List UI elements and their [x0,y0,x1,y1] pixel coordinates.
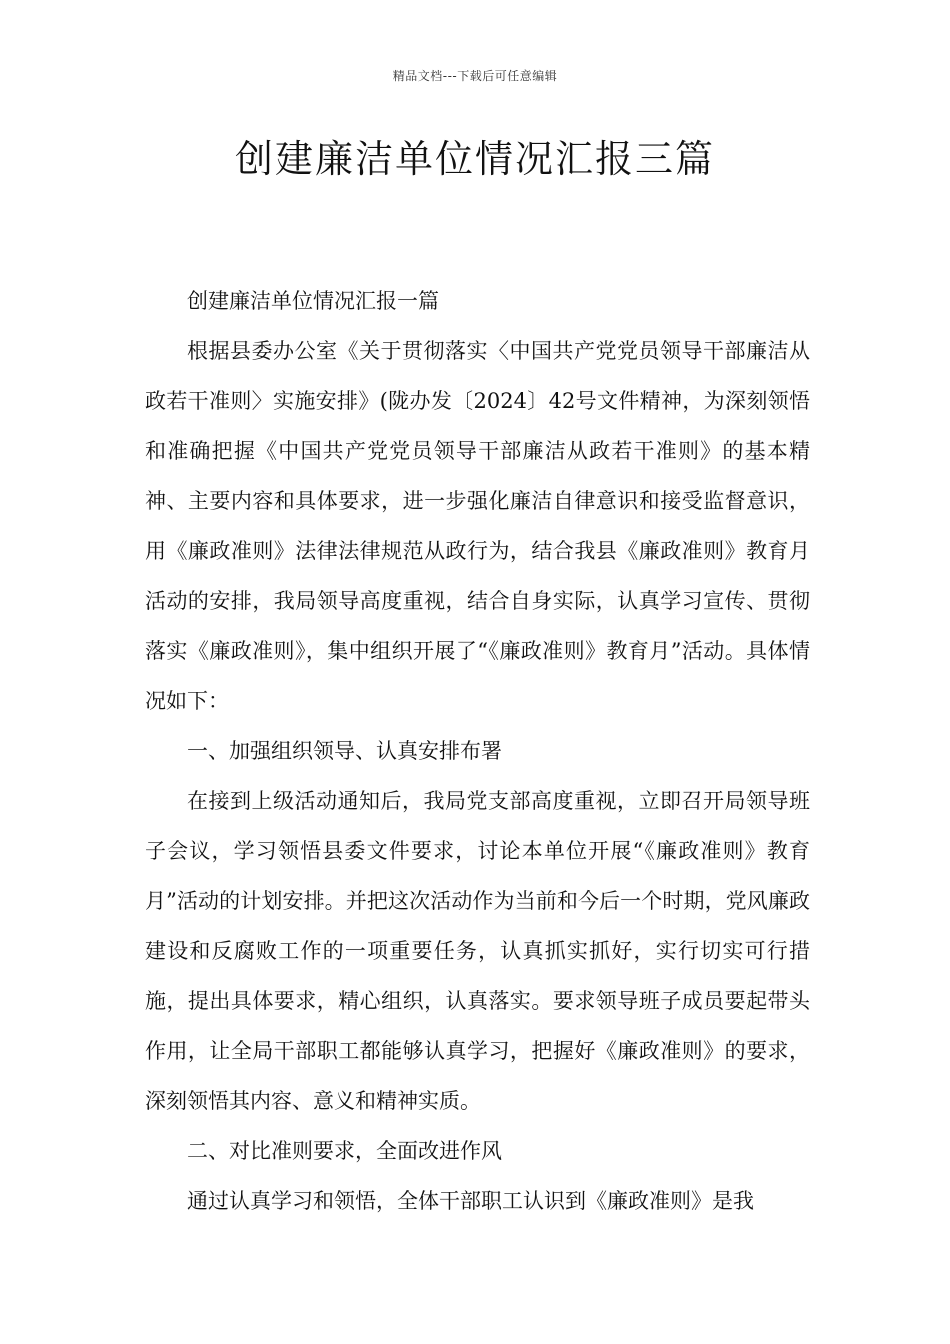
document-body [145,276,810,1226]
paragraph: 在接到上级活动通知后，我局党支部高度重视，立即召开局领导班子会议，学习领悟县委文件要求，讨论本单位开展“《廉政准则》教育月”活动的计划安排。并把这次活动作为当前和今后一个时期，党风廉政建设和反腐败工作的一项重要任务，认真抓实抓好，实行切实可行措施，提出具体要求，精心组织，认真落实。要求领导班子成员要起带头作用，让全局干部职工都能够认真学习，把握好《廉政准则》的要求，深刻领悟其内容、意义和精神实质。 [145,789,810,1113]
header-note: 精品文档---下载后可任意编辑 [392,69,558,83]
paragraph: 根据县委办公室《关于贯彻落实〈中国共产党党员领导干部廉洁从政若干准则〉实施安排》(陇办发〔2024〕42号文件精神，为深刻领悟和准确把握《中国共产党党员领导干部廉洁从政若干准则》的基本精神、主要内容和具体要求，进一步强化廉洁自律意识和接受监督意识，用《廉政准则》法律法律规范从政行为，结合我县《廉政准则》教育月活动的安排，我局领导高度重视，结合自身实际，认真学习宣传、贯彻落实《廉政准则》，集中组织开展了“《廉政准则》教育月”活动。具体情况如下： [145,339,810,713]
paragraph: 通过认真学习和领悟，全体干部职工认识到《廉政准则》是我 [187,1189,754,1213]
paragraph-subtitle: 创建廉洁单位情况汇报一篇 [187,289,439,313]
document-title: 创建廉洁单位情况汇报三篇 [234,137,715,181]
section-heading: 二、对比准则要求，全面改进作风 [187,1139,502,1163]
section-heading: 一、加强组织领导、认真安排布署 [187,739,502,763]
